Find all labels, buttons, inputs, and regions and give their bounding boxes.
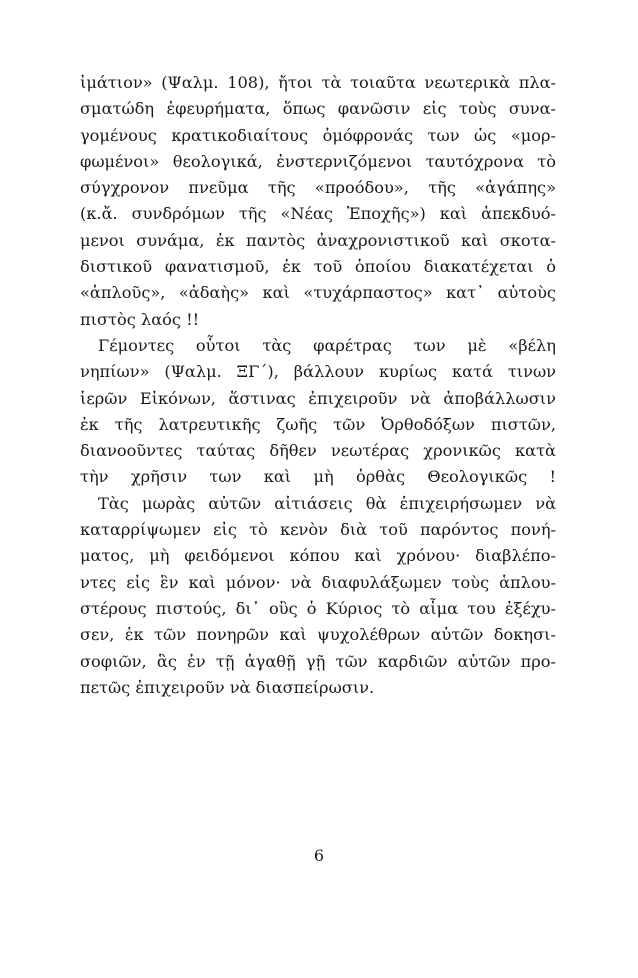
paragraph-2 <box>80 333 556 491</box>
text-line: Γέμοντες οὗτοι τὰς φαρέτρας των μὲ «βέλη <box>98 335 556 355</box>
text-line: φωμένοι» θεολογικά, ἐνστερνιζόμενοι ταυτόχρονα τὸ <box>80 151 556 171</box>
text-line: σύγχρονον πνεῦμα τῆς «προόδου», τῆς «ἀγάπης» <box>80 178 556 198</box>
text-line: σεν, ἐκ τῶν πονηρῶν καὶ ψυχολέθρων αὐτῶν δοκησι- <box>80 625 556 645</box>
text-line: καταρρίψωμεν εἰς τὸ κενὸν διὰ τοῦ παρόντος πονή- <box>80 520 556 540</box>
text-line: σοφιῶν, ἃς ἐν τῇ ἀγαθῇ γῇ τῶν καρδιῶν αὐτῶν προ- <box>80 651 556 671</box>
text-line: πιστὸς λαός !! <box>80 309 200 329</box>
paragraph-3 <box>80 491 556 701</box>
text-line: σματώδη ἐφευρήματα, ὅπως φανῶσιν εἰς τοὺς συνα- <box>80 99 556 119</box>
page-number: 6 <box>313 846 325 865</box>
paragraph-1 <box>80 70 556 333</box>
text-line: ἱερῶν Εἰκόνων, ἅστινας ἐπιχειροῦν νὰ ἀποβάλλωσιν <box>80 388 556 408</box>
text-line: πετῶς ἐπιχειροῦν νὰ διασπείρωσιν. <box>80 677 375 697</box>
text-line: τὴν χρῆσιν των καὶ μὴ ὀρθὰς Θεολογικῶς ! <box>80 467 556 487</box>
page-body <box>80 70 556 701</box>
text-line: ντες εἰς ἓν καὶ μόνον· νὰ διαφυλάξωμεν τοὺς ἁπλου- <box>80 572 556 592</box>
text-line: γομένους κρατικοδιαίτους ὁμόφρονάς των ὡς «μορ- <box>80 125 556 145</box>
text-line: διστικοῦ φανατισμοῦ, ἐκ τοῦ ὁποίου διακατέχεται ὁ <box>80 257 556 277</box>
text-line: μενοι συνάμα, ἐκ παντὸς ἀναχρονιστικοῦ καὶ σκοτα- <box>80 230 556 250</box>
text-line: ἐκ τῆς λατρευτικῆς ζωῆς τῶν Ὀρθοδόξων πιστῶν, <box>80 414 556 434</box>
text-line: ἱμάτιον» (Ψαλμ. 108), ἤτοι τὰ τοιαῦτα νεωτερικὰ πλα- <box>80 73 556 92</box>
text-line: «ἁπλοῦς», «ἀδαὴς» καὶ «τυχάρπαστος» κατ᾽ αὐτοὺς <box>80 283 556 303</box>
text-line: (κ.ἄ. συνδρόμων τῆς «Νέας Ἐποχῆς») καὶ ἀπεκδυό- <box>80 204 556 224</box>
text-line: στέρους πιστούς, δι᾽ οὓς ὁ Κύριος τὸ αἷμα του ἐξέχυ- <box>80 598 556 618</box>
text-line: Τὰς μωρὰς αὐτῶν αἰτιάσεις θὰ ἐπιχειρήσωμεν νὰ <box>98 493 556 513</box>
text-line: ματος, μὴ φειδόμενοι κόπου καὶ χρόνου· διαβλέπο- <box>80 546 556 566</box>
text-line: διανοοῦντες ταύτας δῆθεν νεωτέρας χρονικῶς κατὰ <box>80 441 556 461</box>
text-line: νηπίων» (Ψαλμ. ΞΓ΄), βάλλουν κυρίως κατά τινων <box>80 362 556 382</box>
